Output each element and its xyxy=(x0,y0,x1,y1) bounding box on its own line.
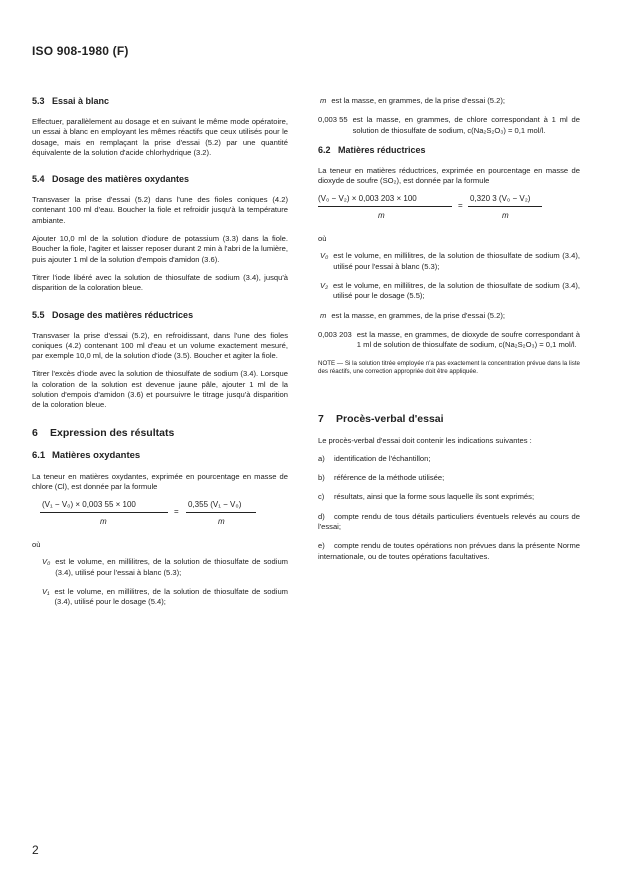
section-number: 6.1 xyxy=(32,449,46,461)
definition-text: est le volume, en millilitres, de la solution de thiosulfate de sodium (3.4), utilisé pour l'essai à blanc (5.3); xyxy=(333,251,580,271)
formula-oxidizing xyxy=(32,500,288,530)
definition-item xyxy=(318,311,580,321)
definition-symbol: V₀ xyxy=(320,251,329,261)
list-item-label: c) xyxy=(318,492,325,502)
definition-symbol: V₂ xyxy=(320,281,328,291)
equals-sign: = xyxy=(458,201,463,211)
equals-sign: = xyxy=(174,507,179,517)
fraction-bar xyxy=(40,512,168,513)
formula-denominator: m xyxy=(378,211,385,221)
list-item-label: a) xyxy=(318,453,325,463)
section-title: Matières oxydantes xyxy=(52,449,141,461)
section-number: 6.2 xyxy=(318,144,331,155)
definition-item xyxy=(318,330,580,351)
list-item xyxy=(318,454,580,464)
formula-numerator: (V₁ − V₀) × 0,003 55 × 100 xyxy=(42,500,136,510)
section-number: 7 xyxy=(318,412,324,425)
fraction-bar xyxy=(468,206,542,207)
section-title: Dosage des matières réductrices xyxy=(52,309,194,320)
formula-numerator: 0,355 (V₁ − V₀) xyxy=(188,500,242,510)
section-title: Matières réductrices xyxy=(338,144,426,155)
definition-symbol: 0,003 203 xyxy=(318,329,352,339)
section-number: 5.3 xyxy=(32,96,45,106)
section-6-1-heading xyxy=(32,450,288,461)
paragraph: Effectuer, parallèlement au dosage et en suivant le même mode opératoire, un essai à blanc en employant les mêmes réactifs que ceux utilisés pour le dosage, mais en remplaçant la prise d'essai (5.2) par une quantité équivalente de la solution d'acide chlorhydrique (3.2). xyxy=(32,117,288,157)
definition-item xyxy=(32,557,288,578)
section-title: Essai à blanc xyxy=(52,96,110,106)
paragraph: Ajouter 10,0 ml de la solution d'iodure de potassium (3.3) dans la fiole. Boucher la fiole, l'agiter et laisser reposer durant 2 min à l'abri de la lumière, puis ajouter 1 ml de la solution d'empois d'amidon (3.6). xyxy=(32,234,288,264)
list-item xyxy=(318,492,580,502)
section-6-heading xyxy=(32,427,288,439)
definition-text: est la masse, en grammes, de dioxyde de soufre correspondant à 1 ml de solution de thiosulfate de sodium, c(Na₂S₂O₃) = 0,1 mol/l. xyxy=(356,329,580,350)
definition-item xyxy=(318,281,580,302)
list-item xyxy=(318,473,580,483)
fraction-bar xyxy=(186,512,256,513)
formula-denominator: m xyxy=(218,517,225,527)
section-number: 5.4 xyxy=(32,174,45,185)
definition-text: est le volume, en millilitres, de la solution de thiosulfate de sodium (3.4), utilisé pour l'essai à blanc (5.3); xyxy=(55,557,288,577)
paragraph: Titrer l'iode libéré avec la solution de thiosulfate de sodium (3.4), jusqu'à disparition de la coloration bleue. xyxy=(32,272,288,293)
page-header: ISO 908-1980 (F) xyxy=(32,44,129,58)
list-item-text: référence de la méthode utilisée; xyxy=(334,473,445,483)
definition-item xyxy=(32,587,288,608)
paragraph: Transvaser la prise d'essai (5.2), en refroidissant, dans l'une des fioles coniques (4.2) contenant 100 ml d'eau et un volume exactement mesuré, par exemple 10,0 ml, de la solution d'iode (3.5). Boucher et agiter la fiole. xyxy=(32,330,288,361)
section-number: 6 xyxy=(32,426,38,439)
definition-text: est le volume, en millilitres, de la solution de thiosulfate de sodium (3.4), utilisé pour le dosage (5.4); xyxy=(54,586,288,607)
definition-symbol: 0,003 55 xyxy=(318,115,348,125)
right-column xyxy=(318,96,580,571)
paragraph: Transvaser la prise d'essai (5.2) dans l'une des fioles coniques (4.2) contenant 100 ml d'eau. Boucher la fiole et refroidir jusqu'à la température ambiante. xyxy=(32,195,288,225)
formula-reducing xyxy=(318,194,580,224)
where-label: où xyxy=(32,540,41,550)
note: NOTE — Si la solution titrée employée n'a pas exactement la concentration prévue dans la liste des réactifs, une correction appropriée doit être appliquée. xyxy=(318,359,580,376)
section-5-4-heading xyxy=(32,174,288,184)
section-title: Expression des résultats xyxy=(50,426,175,439)
list-item xyxy=(318,512,580,533)
section-title: Dosage des matières oxydantes xyxy=(52,174,190,185)
definition-symbol: m xyxy=(320,96,327,105)
definition-symbol: V₀ xyxy=(42,557,51,567)
definition-item xyxy=(318,96,580,106)
definition-text: est la masse, en grammes, de la prise d'essai (5.2); xyxy=(331,96,505,105)
paragraph: La teneur en matières réductrices, exprimée en pourcentage en masse de dioxyde de soufre (SO₂), est donnée par la formule xyxy=(318,165,580,186)
section-7-heading xyxy=(318,413,580,425)
list-item-text: compte rendu de tous détails particuliers éventuels relevés au cours de l'essai; xyxy=(318,511,580,532)
paragraph: Titrer l'excès d'iode avec la solution de thiosulfate de sodium (3.4). Lorsque la coloration de la solution est devenue jaune pâle, ajouter 1 ml de la solution d'empois d'amidon (3.6) et poursuivre le titrage jusqu'à disparition de la coloration bleue. xyxy=(32,369,288,410)
formula-numerator: (V₀ − V₂) × 0,003 203 × 100 xyxy=(318,194,417,204)
where-label: où xyxy=(318,234,327,244)
list-item-label: b) xyxy=(318,473,325,483)
list-item-label: d) xyxy=(318,511,325,521)
definition-text: est le volume, en millilitres, de la solution de thiosulfate de sodium (3.4), utilisé pour le dosage (5.5); xyxy=(332,281,580,301)
formula-numerator: 0,320 3 (V₀ − V₂) xyxy=(470,194,531,204)
fraction-bar xyxy=(318,206,452,207)
formula-denominator: m xyxy=(502,211,509,221)
list-item-text: identification de l'échantillon; xyxy=(334,453,431,463)
section-5-3-heading xyxy=(32,96,288,106)
list-item-label: e) xyxy=(318,541,325,551)
paragraph: La teneur en matières oxydantes, exprimée en pourcentage en masse de chlore (Cl), est donnée par la formule xyxy=(32,471,288,491)
definition-symbol: m xyxy=(320,310,327,320)
page-number: 2 xyxy=(32,843,39,857)
list-item xyxy=(318,541,580,562)
section-6-2-heading xyxy=(318,145,580,155)
list-item-text: compte rendu de toutes opérations non prévues dans la présente Norme internationale, ou de toutes opérations facultatives. xyxy=(318,541,580,561)
definition-symbol: V₁ xyxy=(42,586,50,596)
section-number: 5.5 xyxy=(32,309,45,320)
definition-item xyxy=(318,115,580,136)
section-title: Procès-verbal d'essai xyxy=(336,412,444,425)
definition-text: est la masse, en grammes, de chlore correspondant à 1 ml de solution de thiosulfate de sodium, c(Na₂S₂O₃) = 0,1 mol/l. xyxy=(352,115,580,135)
paragraph: Le procès-verbal d'essai doit contenir les indications suivantes : xyxy=(318,435,532,445)
left-column xyxy=(32,96,288,616)
definition-text: est la masse, en grammes, de la prise d'essai (5.2); xyxy=(331,310,505,320)
list-item-text: résultats, ainsi que la forme sous laquelle ils sont exprimés; xyxy=(334,492,535,502)
formula-denominator: m xyxy=(100,517,107,527)
definition-item xyxy=(318,251,580,272)
section-5-5-heading xyxy=(32,310,288,320)
